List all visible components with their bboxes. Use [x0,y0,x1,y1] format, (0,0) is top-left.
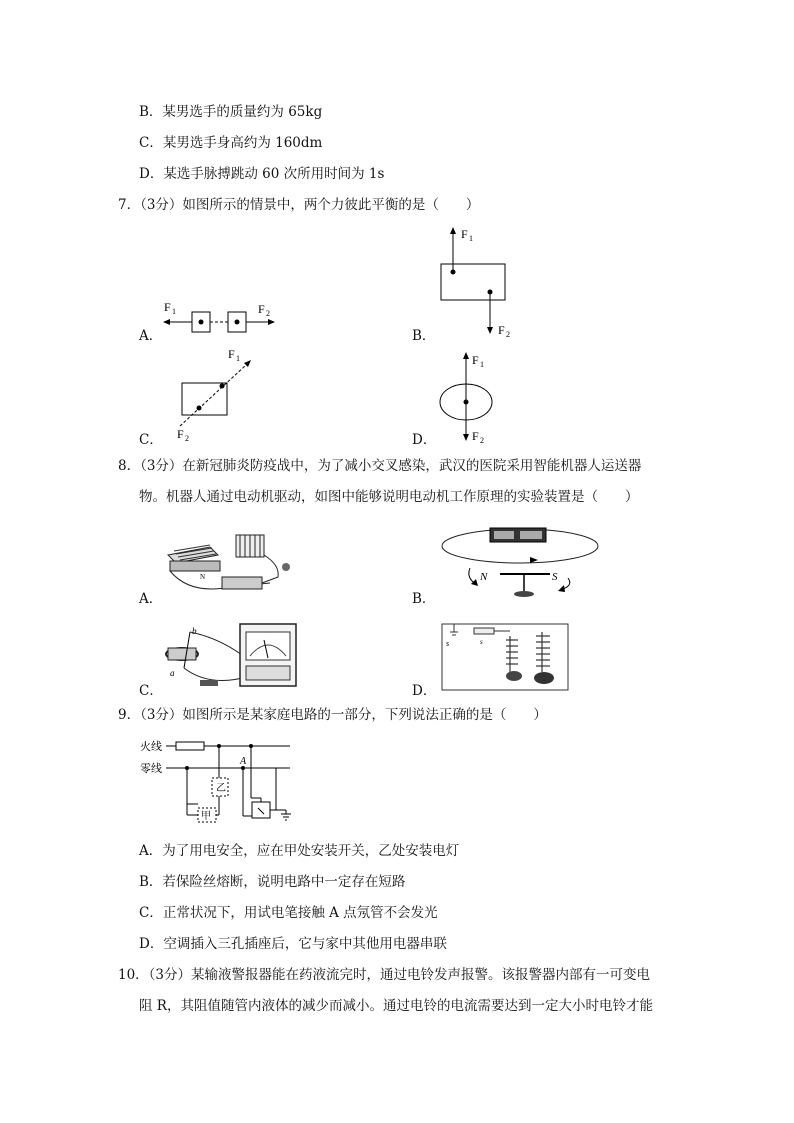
q7-label-b: B． [412,328,436,344]
q8-figure-c [160,618,300,694]
q6-option-d: D．某选手脉搏跳动 60 次所用时间为 1s [139,166,385,182]
q9-fire-line-label: 火线 [140,741,162,753]
q7b-f2: F [498,323,505,337]
q7-figure-b [440,224,530,339]
q8-stem-line2: 物。机器人通过电动机驱动，如图中能够说明电动机工作原理的实验装置是（ ） [139,489,639,505]
q8a-n-label: N [200,573,206,581]
q7c-f1-sub: 1 [236,354,240,363]
q7-stem: 7．（3分）如图所示的情景中，两个力彼此平衡的是（ ） [118,197,480,213]
q8-label-d: D． [412,683,437,699]
q9-option-a: A．为了用电安全，应在甲处安装开关，乙处安装电灯 [139,843,460,859]
q8d-switch-label: s [446,639,450,648]
q8d-slider-label: s [480,638,483,646]
q7c-f2-sub: 2 [185,434,189,443]
q9-option-b: B．若保险丝熔断，说明电路中一定存在短路 [139,874,406,890]
q7a-f2: F [258,302,265,316]
q8b-s-label: S [552,571,558,583]
q8b-n-label: N [480,571,488,583]
q8-figure-a [160,525,300,600]
q8-figure-b [440,522,600,602]
q9-jia-label: 甲 [201,811,211,822]
q10-stem-line1: 10．（3分）某输液警报器能在药液流完时，通过电铃发声报警。该报警器内部有一可变电 [118,967,651,983]
q8-figure-d [440,622,572,694]
q6-option-c: C．某男选手身高约为 160dm [139,135,323,151]
q7b-f1-sub: 1 [469,234,473,243]
q9-stem: 9．（3分）如图所示是某家庭电路的一部分，下列说法正确的是（ ） [118,707,547,723]
q7a-f1-sub: 1 [172,307,176,316]
q7d-f2-sub: 2 [480,436,484,445]
q7a-f2-sub: 2 [266,309,270,318]
q9-zero-line-label: 零线 [140,763,162,775]
q7-label-c: C． [139,432,163,448]
q7d-f1-sub: 1 [480,360,484,369]
q8-label-a: A． [139,591,163,607]
q7a-f1: F [164,300,171,314]
q8c-b-label: b [192,626,197,636]
q8c-a-label: a [170,668,175,678]
q7b-f2-sub: 2 [506,330,510,339]
q7-figure-a [160,296,280,346]
q7-label-d: D． [412,432,437,448]
q9-option-d: D．空调插入三孔插座后，它与家中其他用电器串联 [139,936,447,952]
q6-option-b: B．某男选手的质量约为 65kg [139,104,323,120]
q7c-f1: F [228,347,235,361]
q9-yi-label: 乙 [216,783,226,794]
q7-figure-d [440,350,530,445]
q7-label-a: A． [139,328,163,344]
q7b-f1: F [461,227,468,241]
q9-option-c: C．正常状况下，用试电笔接触 A 点氖管不会发光 [139,905,438,921]
q7c-f2: F [177,427,184,441]
q8-label-b: B． [412,591,436,607]
q9-point-a: A [240,756,247,767]
q7d-f1: F [472,353,479,367]
q7d-f2: F [472,429,479,443]
q7-figure-c [170,345,270,445]
q8-label-c: C． [139,683,163,699]
q9-circuit-figure [140,734,300,830]
q8-stem-line1: 8．（3分）在新冠肺炎防疫战中，为了减小交叉感染，武汉的医院采用智能机器人运送器 [118,458,642,474]
q10-stem-line2: 阻 R，其阻值随管内液体的减少而减小。通过电铃的电流需要达到一定大小时电铃才能 [139,998,653,1014]
